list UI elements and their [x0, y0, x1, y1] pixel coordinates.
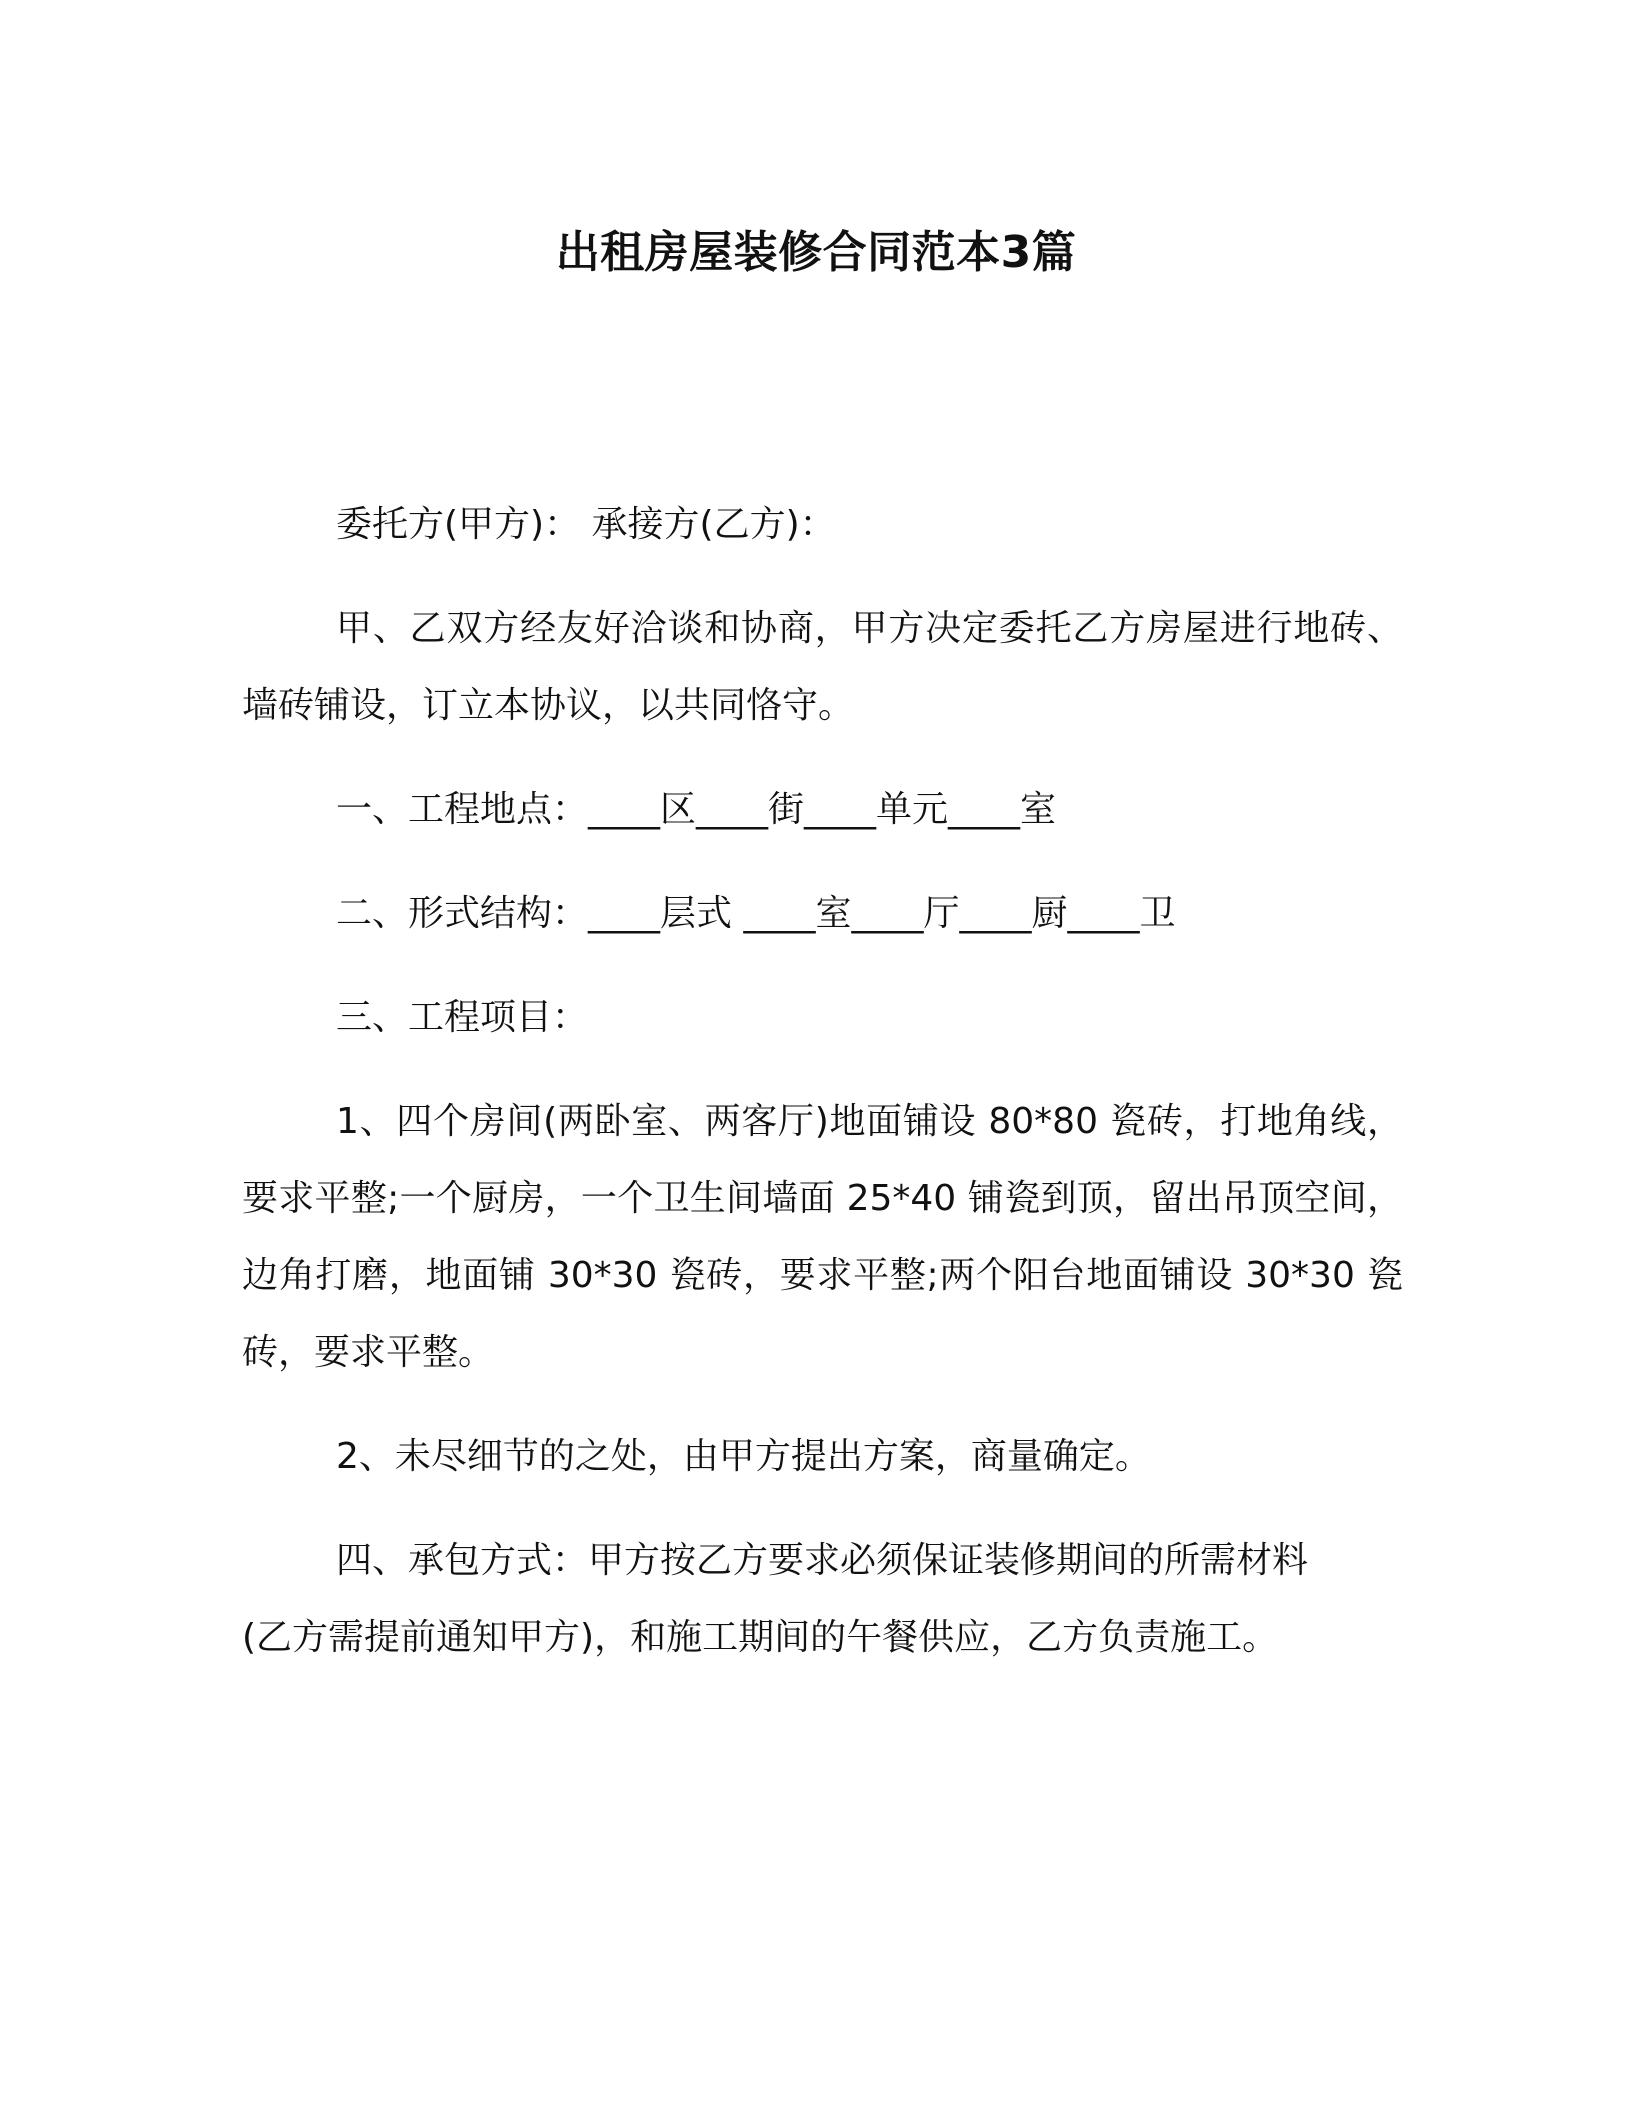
paragraph-parties	[242, 486, 1403, 563]
paragraph-intro	[242, 590, 1403, 744]
paragraph-line: 四、承包方式：甲方按乙方要求必须保证装修期间的所需材料	[336, 1540, 1309, 1581]
paragraph-line: 二、形式结构：____层式 ____室____厅____厨____卫	[336, 893, 1176, 934]
paragraph-line: 边角打磨，地面铺 30*30 瓷砖，要求平整;两个阳台地面铺设 30*30 瓷	[242, 1255, 1403, 1296]
clause-contract-method	[242, 1522, 1403, 1676]
paragraph-line: (乙方需提前通知甲方)，和施工期间的午餐供应，乙方负责施工。	[242, 1617, 1279, 1658]
paragraph-line: 墙砖铺设，订立本协议，以共同恪守。	[242, 685, 855, 726]
paragraph-line: 1、四个房间(两卧室、两客厅)地面铺设 80*80 瓷砖，打地角线，	[336, 1101, 1403, 1142]
document-body	[242, 486, 1403, 1703]
paragraph-line: 三、工程项目：	[336, 997, 589, 1038]
project-item-2	[242, 1418, 1403, 1495]
paragraph-line: 委托方(甲方)： 承接方(乙方)：	[336, 504, 836, 545]
document-title: 出租房屋装修合同范本3篇	[555, 227, 1077, 278]
clause-project-items-heading	[242, 979, 1403, 1056]
clause-structure	[242, 875, 1403, 952]
paragraph-line: 甲、乙双方经友好洽谈和协商，甲方决定委托乙方房屋进行地砖、	[336, 608, 1403, 649]
project-item-1	[242, 1083, 1403, 1391]
paragraph-line: 砖，要求平整。	[242, 1332, 495, 1373]
paragraph-line: 2、未尽细节的之处，由甲方提出方案，商量确定。	[336, 1436, 1151, 1477]
paragraph-line: 一、工程地点：____区____街____单元____室	[336, 789, 1057, 830]
clause-project-location	[242, 771, 1403, 848]
paragraph-line: 要求平整;一个厨房，一个卫生间墙面 25*40 铺瓷到顶，留出吊顶空间，	[242, 1178, 1403, 1219]
